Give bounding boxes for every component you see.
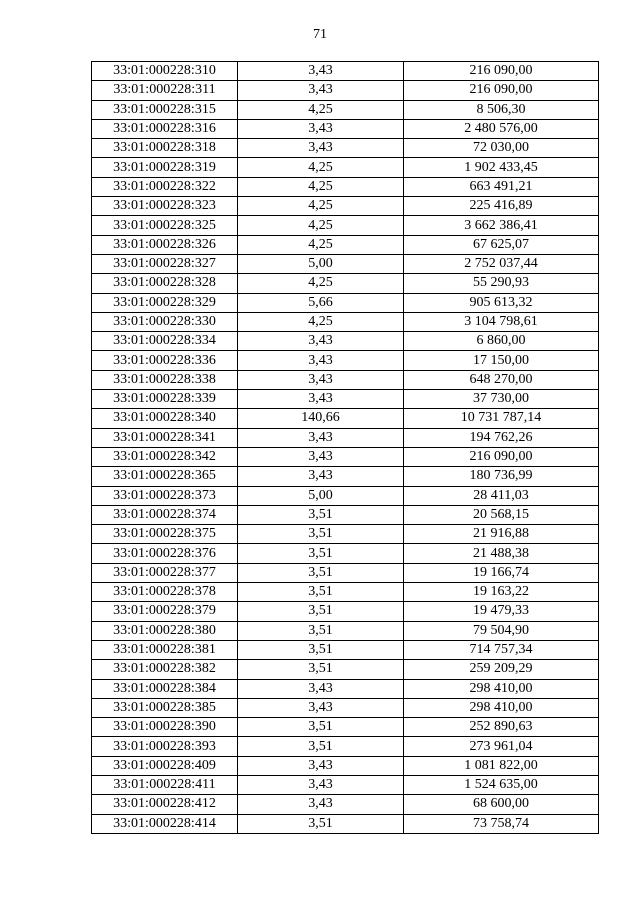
coefficient-cell: 3,51 bbox=[238, 602, 404, 621]
table-row bbox=[92, 447, 599, 466]
cadastral-number-cell: 33:01:000228:379 bbox=[92, 602, 238, 621]
cadastral-number-cell: 33:01:000228:374 bbox=[92, 505, 238, 524]
table-body bbox=[92, 62, 599, 834]
amount-cell: 72 030,00 bbox=[404, 139, 599, 158]
amount-cell: 225 416,89 bbox=[404, 197, 599, 216]
cadastral-number-cell: 33:01:000228:377 bbox=[92, 563, 238, 582]
cadastral-number-cell: 33:01:000228:376 bbox=[92, 544, 238, 563]
coefficient-cell: 3,43 bbox=[238, 139, 404, 158]
cadastral-value-table bbox=[91, 61, 599, 834]
coefficient-cell: 3,51 bbox=[238, 640, 404, 659]
amount-cell: 714 757,34 bbox=[404, 640, 599, 659]
cadastral-number-cell: 33:01:000228:325 bbox=[92, 216, 238, 235]
cadastral-number-cell: 33:01:000228:311 bbox=[92, 81, 238, 100]
amount-cell: 21 916,88 bbox=[404, 525, 599, 544]
table-row bbox=[92, 428, 599, 447]
cadastral-number-cell: 33:01:000228:393 bbox=[92, 737, 238, 756]
amount-cell: 663 491,21 bbox=[404, 177, 599, 196]
cadastral-number-cell: 33:01:000228:375 bbox=[92, 525, 238, 544]
amount-cell: 73 758,74 bbox=[404, 814, 599, 833]
amount-cell: 2 752 037,44 bbox=[404, 254, 599, 273]
amount-cell: 68 600,00 bbox=[404, 795, 599, 814]
cadastral-number-cell: 33:01:000228:340 bbox=[92, 409, 238, 428]
cadastral-number-cell: 33:01:000228:326 bbox=[92, 235, 238, 254]
coefficient-cell: 3,51 bbox=[238, 660, 404, 679]
amount-cell: 6 860,00 bbox=[404, 332, 599, 351]
amount-cell: 1 902 433,45 bbox=[404, 158, 599, 177]
coefficient-cell: 4,25 bbox=[238, 216, 404, 235]
coefficient-cell: 3,51 bbox=[238, 737, 404, 756]
table-row bbox=[92, 177, 599, 196]
cadastral-number-cell: 33:01:000228:339 bbox=[92, 390, 238, 409]
coefficient-cell: 3,43 bbox=[238, 775, 404, 794]
table-row bbox=[92, 254, 599, 273]
table-row bbox=[92, 312, 599, 331]
amount-cell: 2 480 576,00 bbox=[404, 119, 599, 138]
coefficient-cell: 3,43 bbox=[238, 370, 404, 389]
cadastral-number-cell: 33:01:000228:385 bbox=[92, 698, 238, 717]
cadastral-number-cell: 33:01:000228:316 bbox=[92, 119, 238, 138]
table-row bbox=[92, 370, 599, 389]
amount-cell: 55 290,93 bbox=[404, 274, 599, 293]
coefficient-cell: 3,51 bbox=[238, 563, 404, 582]
table-row bbox=[92, 119, 599, 138]
coefficient-cell: 3,51 bbox=[238, 718, 404, 737]
amount-cell: 28 411,03 bbox=[404, 486, 599, 505]
coefficient-cell: 4,25 bbox=[238, 312, 404, 331]
amount-cell: 3 104 798,61 bbox=[404, 312, 599, 331]
amount-cell: 19 163,22 bbox=[404, 583, 599, 602]
amount-cell: 79 504,90 bbox=[404, 621, 599, 640]
cadastral-number-cell: 33:01:000228:409 bbox=[92, 756, 238, 775]
coefficient-cell: 4,25 bbox=[238, 197, 404, 216]
table-row bbox=[92, 795, 599, 814]
table-row bbox=[92, 332, 599, 351]
table-row bbox=[92, 100, 599, 119]
coefficient-cell: 3,51 bbox=[238, 544, 404, 563]
coefficient-cell: 3,43 bbox=[238, 351, 404, 370]
table-row bbox=[92, 718, 599, 737]
coefficient-cell: 3,43 bbox=[238, 467, 404, 486]
table-row bbox=[92, 81, 599, 100]
amount-cell: 10 731 787,14 bbox=[404, 409, 599, 428]
coefficient-cell: 3,43 bbox=[238, 119, 404, 138]
table-row bbox=[92, 621, 599, 640]
cadastral-number-cell: 33:01:000228:327 bbox=[92, 254, 238, 273]
table-row bbox=[92, 62, 599, 81]
coefficient-cell: 3,43 bbox=[238, 447, 404, 466]
table-row bbox=[92, 679, 599, 698]
table-row bbox=[92, 409, 599, 428]
table-row bbox=[92, 563, 599, 582]
coefficient-cell: 4,25 bbox=[238, 235, 404, 254]
amount-cell: 180 736,99 bbox=[404, 467, 599, 486]
coefficient-cell: 3,43 bbox=[238, 698, 404, 717]
cadastral-number-cell: 33:01:000228:384 bbox=[92, 679, 238, 698]
coefficient-cell: 3,51 bbox=[238, 525, 404, 544]
coefficient-cell: 4,25 bbox=[238, 177, 404, 196]
coefficient-cell: 3,43 bbox=[238, 756, 404, 775]
amount-cell: 19 166,74 bbox=[404, 563, 599, 582]
amount-cell: 194 762,26 bbox=[404, 428, 599, 447]
coefficient-cell: 4,25 bbox=[238, 274, 404, 293]
table-row bbox=[92, 390, 599, 409]
cadastral-number-cell: 33:01:000228:322 bbox=[92, 177, 238, 196]
cadastral-number-cell: 33:01:000228:381 bbox=[92, 640, 238, 659]
cadastral-number-cell: 33:01:000228:378 bbox=[92, 583, 238, 602]
amount-cell: 20 568,15 bbox=[404, 505, 599, 524]
table-row bbox=[92, 197, 599, 216]
coefficient-cell: 5,00 bbox=[238, 486, 404, 505]
table-row bbox=[92, 235, 599, 254]
amount-cell: 905 613,32 bbox=[404, 293, 599, 312]
amount-cell: 17 150,00 bbox=[404, 351, 599, 370]
amount-cell: 252 890,63 bbox=[404, 718, 599, 737]
cadastral-number-cell: 33:01:000228:390 bbox=[92, 718, 238, 737]
table-row bbox=[92, 602, 599, 621]
amount-cell: 216 090,00 bbox=[404, 81, 599, 100]
cadastral-number-cell: 33:01:000228:329 bbox=[92, 293, 238, 312]
coefficient-cell: 3,43 bbox=[238, 81, 404, 100]
coefficient-cell: 3,43 bbox=[238, 679, 404, 698]
cadastral-number-cell: 33:01:000228:315 bbox=[92, 100, 238, 119]
cadastral-number-cell: 33:01:000228:330 bbox=[92, 312, 238, 331]
cadastral-number-cell: 33:01:000228:328 bbox=[92, 274, 238, 293]
cadastral-number-cell: 33:01:000228:319 bbox=[92, 158, 238, 177]
amount-cell: 8 506,30 bbox=[404, 100, 599, 119]
amount-cell: 648 270,00 bbox=[404, 370, 599, 389]
amount-cell: 19 479,33 bbox=[404, 602, 599, 621]
table-row bbox=[92, 544, 599, 563]
cadastral-number-cell: 33:01:000228:373 bbox=[92, 486, 238, 505]
coefficient-cell: 5,66 bbox=[238, 293, 404, 312]
amount-cell: 1 081 822,00 bbox=[404, 756, 599, 775]
amount-cell: 259 209,29 bbox=[404, 660, 599, 679]
cadastral-number-cell: 33:01:000228:365 bbox=[92, 467, 238, 486]
amount-cell: 67 625,07 bbox=[404, 235, 599, 254]
table-row bbox=[92, 293, 599, 312]
cadastral-number-cell: 33:01:000228:414 bbox=[92, 814, 238, 833]
cadastral-number-cell: 33:01:000228:338 bbox=[92, 370, 238, 389]
table-row bbox=[92, 698, 599, 717]
coefficient-cell: 3,43 bbox=[238, 795, 404, 814]
coefficient-cell: 3,43 bbox=[238, 428, 404, 447]
cadastral-number-cell: 33:01:000228:342 bbox=[92, 447, 238, 466]
coefficient-cell: 3,51 bbox=[238, 505, 404, 524]
coefficient-cell: 3,51 bbox=[238, 621, 404, 640]
cadastral-number-cell: 33:01:000228:310 bbox=[92, 62, 238, 81]
table-row bbox=[92, 274, 599, 293]
coefficient-cell: 3,43 bbox=[238, 62, 404, 81]
coefficient-cell: 4,25 bbox=[238, 100, 404, 119]
table-row bbox=[92, 775, 599, 794]
cadastral-number-cell: 33:01:000228:411 bbox=[92, 775, 238, 794]
amount-cell: 21 488,38 bbox=[404, 544, 599, 563]
coefficient-cell: 4,25 bbox=[238, 158, 404, 177]
amount-cell: 216 090,00 bbox=[404, 62, 599, 81]
coefficient-cell: 3,43 bbox=[238, 332, 404, 351]
amount-cell: 298 410,00 bbox=[404, 698, 599, 717]
table-row bbox=[92, 814, 599, 833]
amount-cell: 216 090,00 bbox=[404, 447, 599, 466]
table-row bbox=[92, 467, 599, 486]
cadastral-number-cell: 33:01:000228:412 bbox=[92, 795, 238, 814]
coefficient-cell: 5,00 bbox=[238, 254, 404, 273]
coefficient-cell: 3,51 bbox=[238, 583, 404, 602]
amount-cell: 1 524 635,00 bbox=[404, 775, 599, 794]
cadastral-number-cell: 33:01:000228:380 bbox=[92, 621, 238, 640]
cadastral-number-cell: 33:01:000228:334 bbox=[92, 332, 238, 351]
amount-cell: 273 961,04 bbox=[404, 737, 599, 756]
table-row bbox=[92, 158, 599, 177]
coefficient-cell: 3,51 bbox=[238, 814, 404, 833]
page-number: 71 bbox=[313, 27, 327, 42]
amount-cell: 298 410,00 bbox=[404, 679, 599, 698]
cadastral-number-cell: 33:01:000228:382 bbox=[92, 660, 238, 679]
table-row bbox=[92, 583, 599, 602]
cadastral-number-cell: 33:01:000228:336 bbox=[92, 351, 238, 370]
table-row bbox=[92, 737, 599, 756]
table-row bbox=[92, 640, 599, 659]
table-row bbox=[92, 216, 599, 235]
table-row bbox=[92, 660, 599, 679]
coefficient-cell: 140,66 bbox=[238, 409, 404, 428]
table-row bbox=[92, 525, 599, 544]
table-row bbox=[92, 486, 599, 505]
cadastral-number-cell: 33:01:000228:323 bbox=[92, 197, 238, 216]
table-row bbox=[92, 351, 599, 370]
cadastral-number-cell: 33:01:000228:341 bbox=[92, 428, 238, 447]
cadastral-number-cell: 33:01:000228:318 bbox=[92, 139, 238, 158]
table-row bbox=[92, 139, 599, 158]
table-row bbox=[92, 505, 599, 524]
coefficient-cell: 3,43 bbox=[238, 390, 404, 409]
amount-cell: 37 730,00 bbox=[404, 390, 599, 409]
table-row bbox=[92, 756, 599, 775]
amount-cell: 3 662 386,41 bbox=[404, 216, 599, 235]
